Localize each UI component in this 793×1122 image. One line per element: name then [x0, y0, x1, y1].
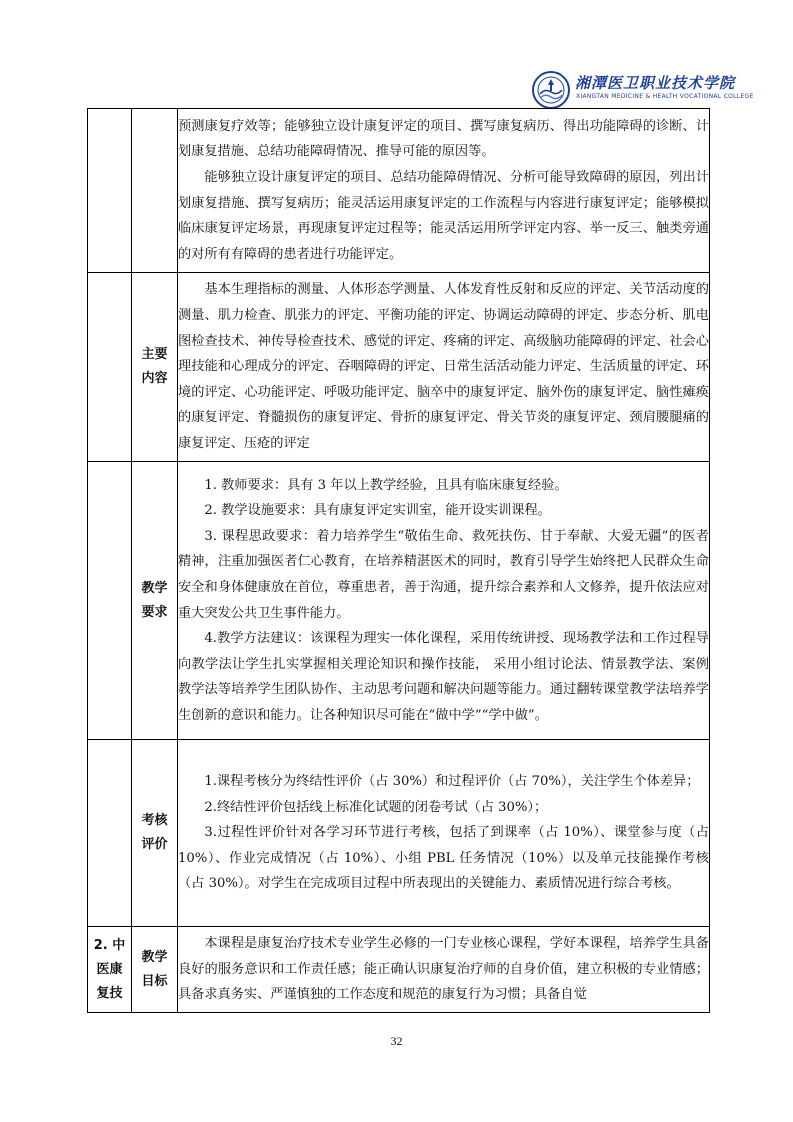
course-name-line: 复技 — [96, 985, 123, 1001]
course-cell-empty — [88, 740, 132, 927]
paragraph: 4.教学方法建议：该课程为理实一体化课程，采用传统讲授、现场教学法和工作过程导向教学法让学生扎实掌握相关理论知识和操作技能， 采用小组讨论法、情景教学法、案例教学法等培养学生团队协作、主动思考问题和解决问题等能力。通过翻转课堂教学法培养学生创新的意识和能力。让各种知识尽可能在“做中学”“学中做”。 — [178, 631, 709, 723]
row-label — [132, 740, 178, 927]
paragraph: 能够独立设计康复评定的项目、总结功能障碍情况、分析可能导致障碍的原因，列出计划康复措施、撰写复病历；能灵活运用康复评定的工作流程与内容进行康复评定；能够模拟临床康复评定场景，再现康复评定过程等；能灵活运用所学评定内容、举一反三、触类旁通的对所有有障碍的患者进行功能评定。 — [178, 169, 709, 262]
label-cell-empty — [132, 109, 178, 273]
paragraph: 本课程是康复治疗技术专业学生必修的一门专业核心课程，学好本课程，培养学生具备良好的服务意识和工作责任感；能正确认识康复治疗师的自身价值，建立积极的专业情感；具备求真务实、严谨慎独的工作态度和规范的康复行为习惯；具备自觉 — [178, 936, 709, 1003]
table-row-course-2 — [88, 927, 710, 1013]
paragraph: 1. 教师要求：具有 3 年以上教学经验，且具有临床康复经验。 — [204, 477, 568, 493]
course-cell-empty — [88, 109, 132, 273]
content-cell — [178, 462, 710, 740]
row-label — [132, 462, 178, 740]
course-table — [87, 108, 710, 1013]
row-label — [132, 927, 178, 1013]
school-logo — [531, 70, 754, 110]
page-number: 32 — [390, 1034, 403, 1048]
course-name-cell — [88, 927, 132, 1013]
paragraph: 2.终结性评价包括线上标准化试题的闭卷考试（占 30%）； — [204, 799, 548, 815]
school-emblem-icon — [531, 70, 571, 110]
content-cell — [178, 740, 710, 927]
content-cell — [178, 927, 710, 1013]
course-name-line: 2. 中 — [93, 937, 126, 953]
content-cell — [178, 109, 710, 273]
table-row-main-content — [88, 273, 710, 462]
row-label-line: 教学 — [141, 949, 168, 965]
school-name-en: XIANGTAN MEDICINE & HEALTH VOCATIONAL COLLEGE — [576, 93, 754, 100]
row-label-line: 主要 — [141, 347, 168, 362]
course-name-line: 医康 — [96, 961, 123, 977]
row-label-line: 目标 — [141, 973, 168, 989]
paragraph: 基本生理指标的测量、人体形态学测量、人体发育性反射和反应的评定、关节活动度的测量、肌力检查、肌张力的评定、平衡功能的评定、协调运动障碍的评定、步态分析、肌电图检查技术、神传导检查技术、感觉的评定、疼痛的评定、高级脑功能障碍的评定、社会心理技能和心理成分的评定、吞咽障碍的评定、日常生活活动能力评定、生活质量的评定、环境的评定、心功能评定、呼吸功能评定、脑卒中的康复评定、脑外伤的康复评定、脑性瘫痪的康复评定、脊髓损伤的康复评定、骨折的康复评定、骨关节炎的康复评定、颈肩腰腿痛的康复评定、压疮的评定 — [178, 282, 709, 451]
row-label-line: 要求 — [141, 604, 168, 620]
paragraph: 1.课程考核分为终结性评价（占 30%）和过程评价（占 70%），关注学生个体差异； — [204, 774, 700, 790]
school-name-cn: 湘潭医卫职业技术学院 — [575, 74, 736, 92]
course-cell-empty — [88, 462, 132, 740]
paragraph: 3.过程性评价针对各学习环节进行考核，包括了到课率（占 10%）、课堂参与度（占 10%）、作业完成情况（占 10%）、小组 PBL 任务情况（10%）以及单元技能操作考核（占 30%）。对学生在完成项目过程中所表现出的关键能力、素质情况进行综合考核。 — [178, 825, 709, 892]
table-row-continuation — [88, 109, 710, 273]
row-label-line: 教学 — [141, 580, 168, 596]
row-label-line: 内容 — [141, 371, 168, 386]
row-label-line: 考核 — [141, 813, 168, 828]
paragraph: 2. 教学设施要求：具有康复评定实训室，能开设实训课程。 — [204, 503, 551, 519]
row-label-line: 评价 — [141, 837, 168, 852]
table-row-teaching-requirements — [88, 462, 710, 740]
table-row-assessment — [88, 740, 710, 927]
paragraph: 3. 课程思政要求：着力培养学生“敬佑生命、救死扶伤、甘于奉献、大爱无疆”的医者精神，注重加强医者仁心教育，在培养精湛医术的同时，教育引导学生始终把人民群众生命安全和身体健康放在首位，尊重患者，善于沟通，提升综合素养和人文修养，提升依法应对重大突发公共卫生事件能力。 — [178, 528, 709, 621]
row-label — [132, 273, 178, 462]
course-cell-empty — [88, 273, 132, 462]
paragraph: 预测康复疗效等；能够独立设计康复评定的项目、撰写康复病历、得出功能障碍的诊断、计划康复措施、总结功能障碍情况、推导可能的原因等。 — [178, 118, 709, 160]
content-cell — [178, 273, 710, 462]
